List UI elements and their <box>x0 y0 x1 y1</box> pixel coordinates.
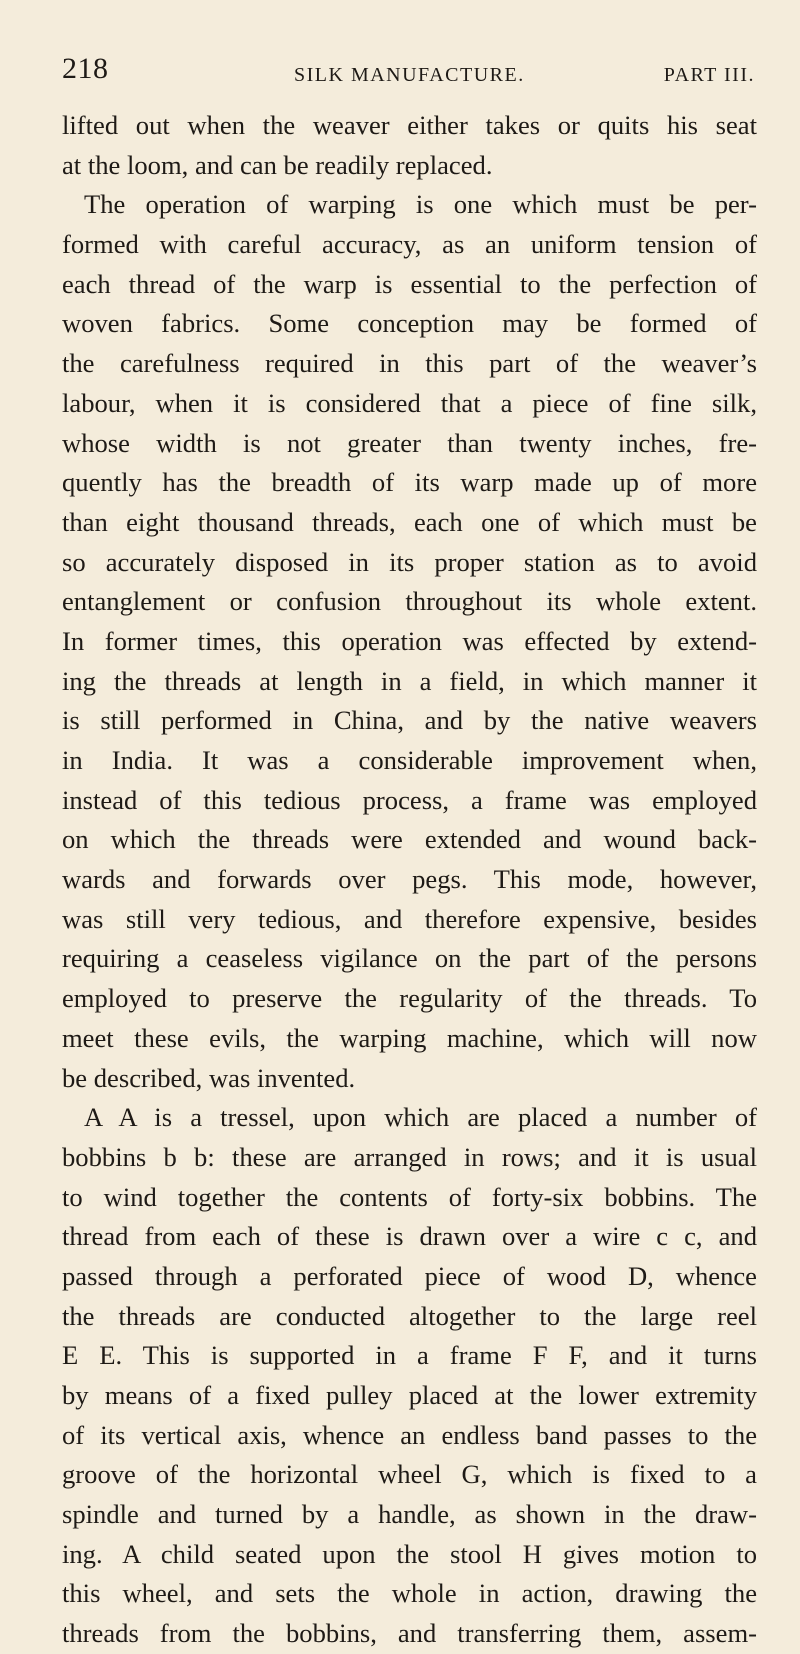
text-line: in India. It was a considerable improvement when, <box>62 745 757 775</box>
text-line: labour, when it is considered that a piece of fine silk, <box>62 387 757 418</box>
text-line: entanglement or confusion throughout its whole extent. <box>62 586 757 617</box>
text-line: threads from the bobbins, and transferring them, assem- <box>62 1618 757 1649</box>
text-line: meet these evils, the warping machine, which will now <box>62 1022 757 1053</box>
text-line: bobbins b b: these are arranged in rows; and it is usual <box>62 1141 757 1172</box>
text-line: is still performed in China, and by the native weavers <box>62 705 757 736</box>
text-line: In former times, this operation was effected by extend- <box>62 625 757 656</box>
text-line: at the loom, and can be readily replaced. <box>62 149 493 180</box>
part-label: PART III. <box>663 64 755 86</box>
text-line: whose width is not greater than twenty inches, fre- <box>62 427 757 458</box>
paragraph-start-line: The operation of warping is one which must be per- <box>84 189 757 220</box>
text-line: so accurately disposed in its proper station as to avoid <box>62 546 757 577</box>
text-line: employed to preserve the regularity of the threads. To <box>62 983 757 1014</box>
text-line: on which the threads were extended and wound back- <box>62 824 757 855</box>
text-line: woven fabrics. Some conception may be formed of <box>62 308 757 339</box>
page-number: 218 <box>62 52 109 85</box>
text-line: passed through a perforated piece of wood D, whence <box>62 1260 757 1291</box>
text-line: ing. A child seated upon the stool H gives motion to <box>62 1538 757 1569</box>
text-line: by means of a fixed pulley placed at the lower extremity <box>62 1380 757 1410</box>
text-line: formed with careful accuracy, as an uniform tension of <box>62 229 757 260</box>
text-line: to wind together the contents of forty-six bobbins. The <box>62 1181 757 1212</box>
text-line: the threads are conducted altogether to the large reel <box>62 1300 757 1331</box>
paragraph-start-line: A A is a tressel, upon which are placed a number of <box>84 1102 757 1133</box>
running-head <box>62 52 755 92</box>
body-text <box>62 106 757 1654</box>
text-line: requiring a ceaseless vigilance on the part of the persons <box>62 943 757 974</box>
text-line: spindle and turned by a handle, as shown in the draw- <box>62 1499 757 1530</box>
text-line: of its vertical axis, whence an endless band passes to the <box>62 1419 757 1450</box>
text-line: the carefulness required in this part of the weaver’s <box>62 348 757 379</box>
text-line: lifted out when the weaver either takes or quits his seat <box>62 110 757 140</box>
text-line: groove of the horizontal wheel G, which is fixed to a <box>62 1459 757 1490</box>
text-line: wards and forwards over pegs. This mode, however, <box>62 864 757 895</box>
text-line: be described, was invented. <box>62 1062 356 1093</box>
text-line: thread from each of these is drawn over a wire c c, and <box>62 1221 757 1252</box>
text-line: each thread of the warp is essential to the perfection of <box>62 268 757 299</box>
text-line: ing the threads at length in a field, in which manner it <box>62 665 757 696</box>
text-line: quently has the breadth of its warp made up of more <box>62 467 757 498</box>
text-line: than eight thousand threads, each one of which must be <box>62 506 757 537</box>
text-line: instead of this tedious process, a frame was employed <box>62 784 757 815</box>
text-line: E E. This is supported in a frame F F, and it turns <box>62 1340 757 1371</box>
text-line: this wheel, and sets the whole in action, drawing the <box>62 1578 757 1609</box>
text-line: was still very tedious, and therefore expensive, besides <box>62 903 757 934</box>
running-title: SILK MANUFACTURE. <box>294 64 525 86</box>
